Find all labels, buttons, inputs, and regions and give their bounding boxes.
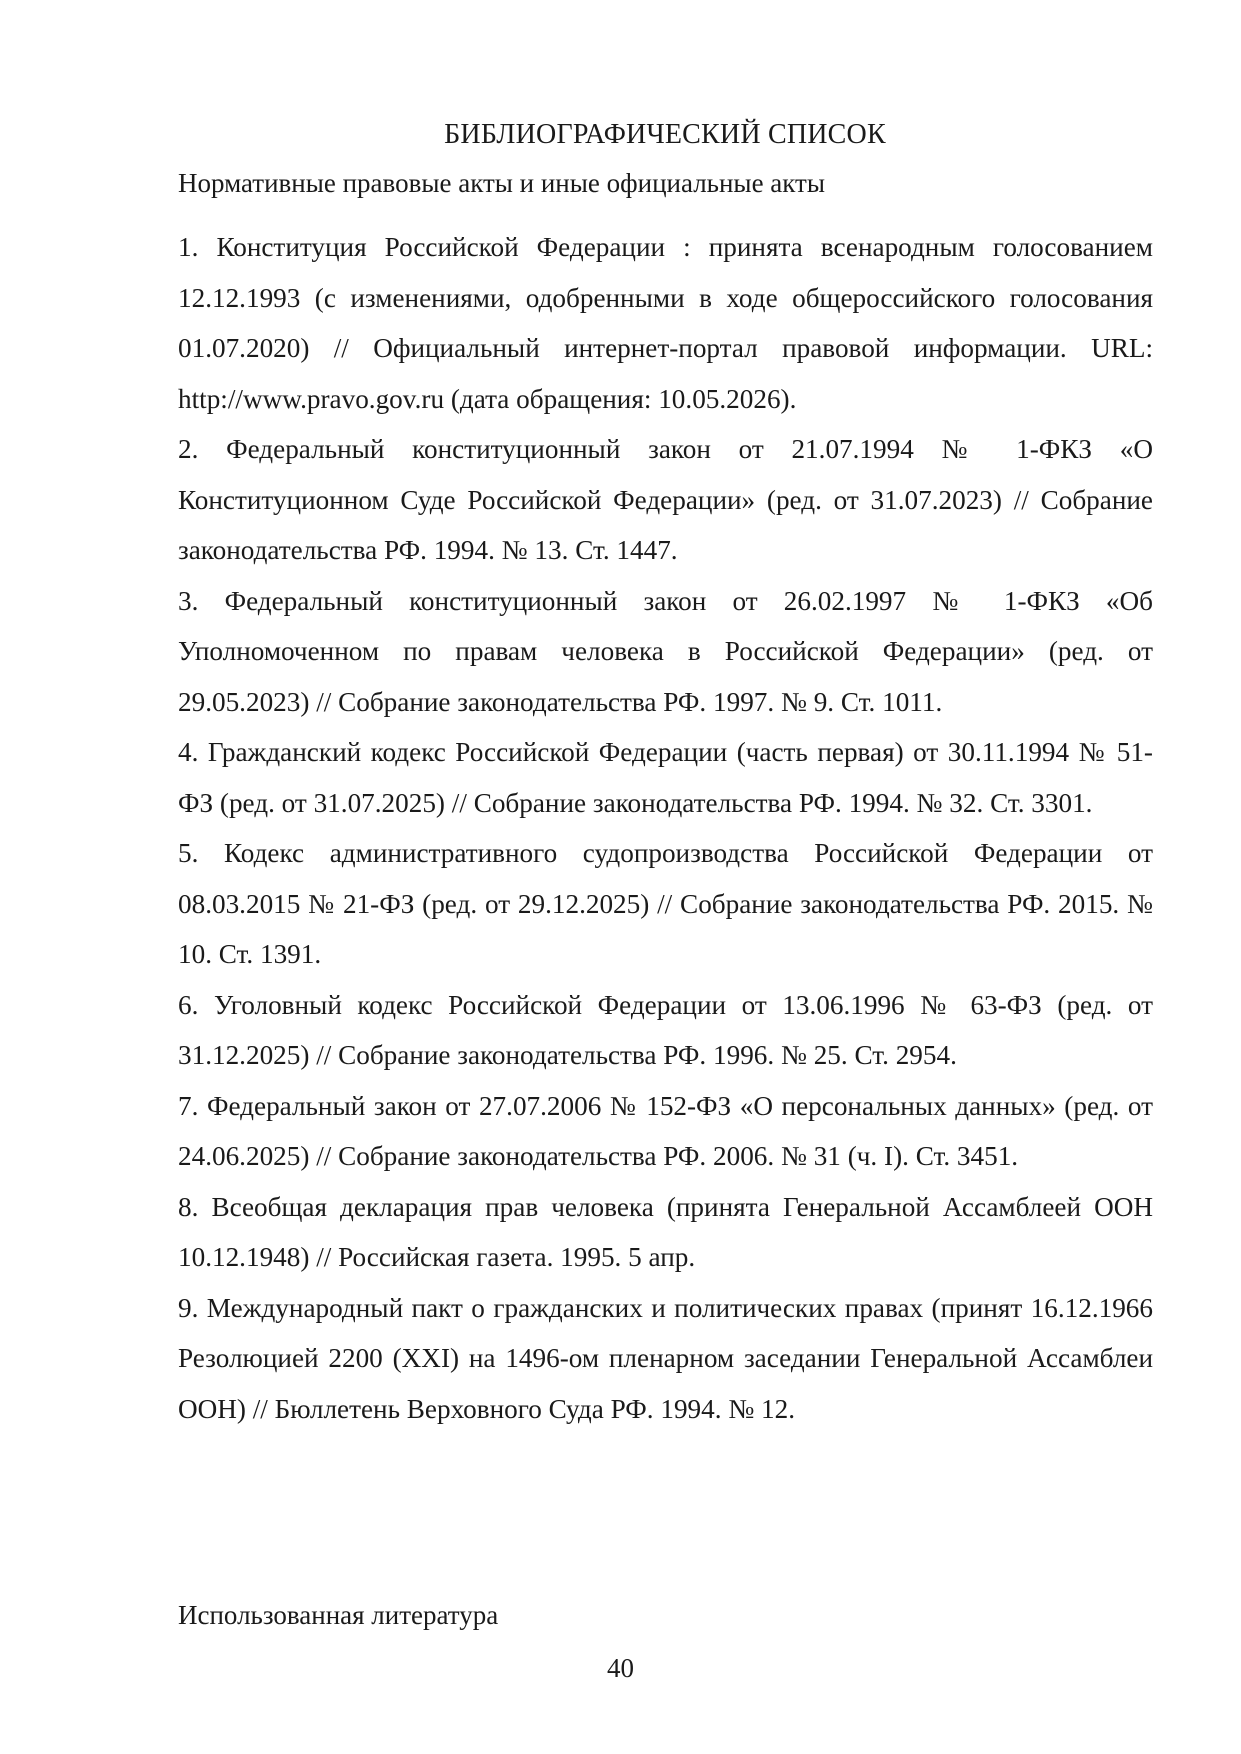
page-number: 40 xyxy=(607,1653,634,1683)
reference-item: 4. Гражданский кодекс Российской Федерации (часть первая) от 30.11.1994 № 51-ФЗ (ред. от 31.07.2025) // Собрание законодательства РФ. 1994. № 32. Ст. 3301. xyxy=(178,737,1153,818)
reference-item: 3. Федеральный конституционный закон от 26.02.1997 № 1-ФКЗ «Об Уполномоченном по правам человека в Российской Федерации» (ред. от 29.05.2023) // Собрание законодательства РФ. 1997. № 9. Ст. 1011. xyxy=(178,585,1153,717)
reference-item: 7. Федеральный закон от 27.07.2006 № 152-ФЗ «О персональных данных» (ред. от 24.06.2025) // Собрание законодательства РФ. 2006. № 31 (ч. I). Ст. 3451. xyxy=(178,1090,1153,1171)
reference-item: 9. Международный пакт о гражданских и политических правах (принят 16.12.1966 Резолюцией 2200 (XXI) на 1496-ом пленарном заседании Генеральной Ассамблеи ООН) // Бюллетень Верховного Суда РФ. 1994. № 12. xyxy=(178,1292,1153,1424)
section-heading-normative: Нормативные правовые акты и иные официальные акты xyxy=(178,168,825,198)
reference-item: 6. Уголовный кодекс Российской Федерации от 13.06.1996 № 63-ФЗ (ред. от 31.12.2025) // Собрание законодательства РФ. 1996. № 25. Ст. 2954. xyxy=(178,989,1153,1070)
reference-item: 8. Всеобщая декларация прав человека (принята Генеральной Ассамблеей ООН 10.12.1948) // Российская газета. 1995. 5 апр. xyxy=(178,1191,1153,1272)
page-title: БИБЛИОГРАФИЧЕСКИЙ СПИСОК xyxy=(444,119,886,150)
section-heading-literature: Использованная литература xyxy=(178,1600,499,1630)
reference-item: 1. Конституция Российской Федерации : принята всенародным голосованием 12.12.1993 (с изменениями, одобренными в ходе общероссийского голосования 01.07.2020) // Официальный интернет-портал правовой информации. URL: http://www.pravo.gov.ru (дата обращения: 10.05.2026). xyxy=(178,232,1153,414)
reference-item: 5. Кодекс административного судопроизводства Российской Федерации от 08.03.2015 № 21-ФЗ (ред. от 29.12.2025) // Собрание законодательства РФ. 2015. № 10. Ст. 1391. xyxy=(178,838,1153,969)
reference-item: 2. Федеральный конституционный закон от 21.07.1994 № 1-ФКЗ «О Конституционном Суде Российской Федерации» (ред. от 31.07.2023) // Собрание законодательства РФ. 1994. № 13. Ст. 1447. xyxy=(178,434,1153,565)
reference-list xyxy=(178,222,1153,1434)
